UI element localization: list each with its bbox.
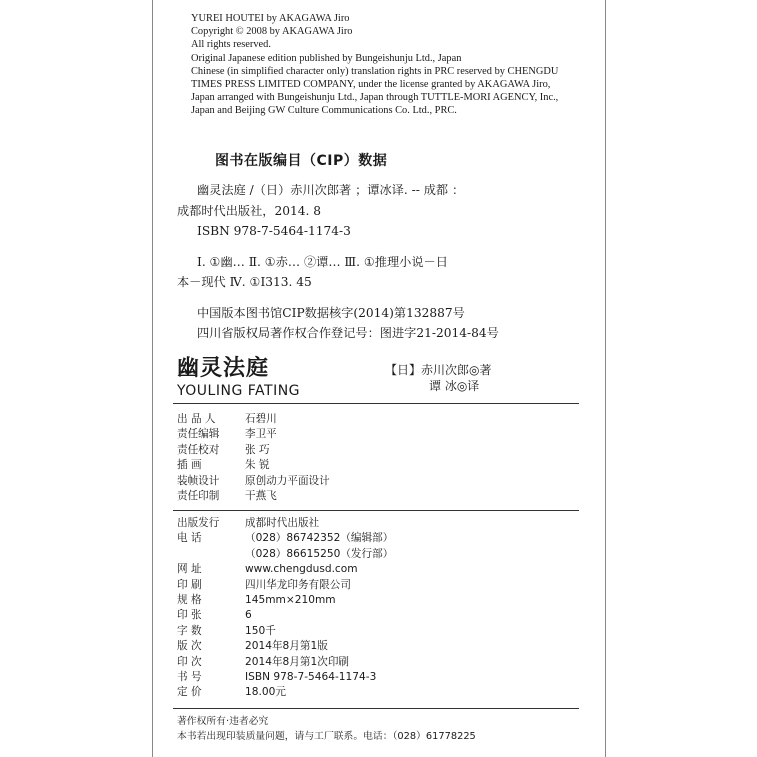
row-value: 干燕飞 — [245, 489, 277, 502]
copyright-registration: 四川省版权局著作权合作登记号：图进字21-2014-84号 — [197, 326, 499, 340]
row-value: 成都时代出版社 — [245, 517, 320, 529]
table-row — [177, 443, 330, 458]
copyright-line: YUREI HOUTEI by AKAGAWA Jiro — [191, 13, 350, 24]
cip-line: 成都时代出版社，2014. 8 — [177, 203, 322, 218]
row-value: ISBN 978-7-5464-1174-3 — [245, 670, 377, 683]
copyright-page — [152, 0, 606, 757]
table-row — [177, 458, 330, 473]
cip-line: ISBN 978-7-5464-1174-3 — [197, 224, 351, 238]
copyright-line: Japan arranged with Bungeishunju Ltd., Japan through TUTTLE-MORI AGENCY, Inc., — [191, 92, 559, 104]
cip-block — [177, 180, 597, 344]
copyright-line: Copyright © 2008 by AKAGAWA Jiro — [191, 26, 353, 38]
row-value: 2014年8月第1版 — [245, 640, 328, 653]
row-label: 印 刷 — [177, 578, 202, 591]
cip-number: 中国版本图书馆CIP数据核字(2014)第132887号 — [197, 305, 465, 320]
author-block — [385, 362, 491, 394]
row-label: 出版发行 — [177, 517, 220, 529]
cip-heading: 图书在版编目（CIP）数据 — [215, 153, 388, 169]
table-row — [177, 685, 393, 700]
row-value: 6 — [245, 609, 252, 622]
cip-line: Ⅰ. ①幽… Ⅱ. ①赤… ②谭… Ⅲ. ①推理小说－日 — [197, 254, 448, 269]
table-row — [177, 489, 330, 504]
cip-line: 幽灵法庭 /（日）赤川次郎著 ；谭冰译. -- 成都 ： — [197, 183, 465, 197]
row-value: 150千 — [245, 624, 276, 637]
copyright-line: All rights reserved. — [191, 39, 271, 51]
row-label: 印 张 — [177, 609, 202, 622]
table-row — [177, 639, 393, 654]
row-label: 装帧设计 — [177, 474, 220, 487]
row-label: 插 画 — [177, 459, 202, 472]
row-value: 四川华龙印务有限公司 — [245, 578, 351, 591]
table-row — [177, 578, 393, 593]
divider — [173, 403, 579, 404]
table-row — [177, 474, 330, 489]
table-row — [177, 608, 393, 623]
table-row — [177, 516, 393, 531]
cip-line: 本－现代 Ⅳ. ①I313. 45 — [177, 275, 312, 289]
table-row — [177, 547, 393, 562]
row-value: 2014年8月第1次印刷 — [245, 655, 350, 668]
row-label: 版 次 — [177, 640, 202, 653]
english-copyright-block — [191, 12, 601, 118]
row-value: 李卫平 — [245, 428, 277, 441]
publication-table — [177, 516, 393, 701]
row-label: 书 号 — [177, 670, 202, 683]
row-value: （028）86615250（发行部） — [245, 547, 394, 560]
row-value: 145mm×210mm — [245, 593, 336, 606]
row-value: 张 巧 — [245, 443, 270, 456]
table-row — [177, 593, 393, 608]
row-label: 规 格 — [177, 593, 202, 606]
row-label: 责任校对 — [177, 443, 220, 456]
row-label: 责任编辑 — [177, 428, 220, 441]
table-row — [177, 624, 393, 639]
table-row — [177, 562, 393, 577]
book-title-pinyin: YOULING FATING — [177, 383, 301, 399]
table-row — [177, 412, 330, 427]
table-row — [177, 427, 330, 442]
table-row — [177, 531, 393, 546]
row-label: 出 品 人 — [177, 413, 216, 425]
table-row — [177, 655, 393, 670]
book-title: 幽灵法庭 — [177, 356, 270, 381]
rights-reserved-line: 著作权所有·违者必究 — [177, 716, 269, 727]
translator-line: 谭 冰◎译 — [429, 379, 480, 393]
row-label: 网 址 — [177, 563, 202, 576]
row-label: 字 数 — [177, 624, 202, 637]
copyright-line: Original Japanese edition published by Bungeishunju Ltd., Japan — [191, 52, 462, 64]
divider — [173, 510, 579, 511]
copyright-line: Chinese (in simplified character only) translation rights in PRC reserved by CHENGDU — [191, 65, 559, 77]
legal-notice — [177, 714, 476, 744]
copyright-line: TIMES PRESS LIMITED COMPANY, under the license granted by AKAGAWA Jiro, — [191, 79, 551, 91]
row-label: 印 次 — [177, 655, 202, 668]
credits-table — [177, 412, 330, 504]
row-label: 责任印制 — [177, 489, 220, 502]
row-value: 石碧川 — [245, 413, 277, 425]
divider — [173, 708, 579, 709]
quality-contact-line: 本书若出现印装质量问题，请与工厂联系。电话：（028）61778225 — [177, 731, 476, 742]
copyright-line: Japan and Beijing GW Culture Communications Co. Ltd., PRC. — [191, 105, 457, 117]
row-label: 定 价 — [177, 686, 202, 699]
row-value: 朱 锐 — [245, 459, 270, 472]
row-value: www.chengdusd.com — [245, 563, 358, 576]
author-line: 【日】赤川次郎◎著 — [385, 363, 492, 377]
row-value: 18.00元 — [245, 686, 286, 699]
table-row — [177, 670, 393, 685]
row-value: 原创动力平面设计 — [245, 474, 330, 487]
row-label: 电 话 — [177, 532, 202, 545]
row-value: （028）86742352（编辑部） — [245, 532, 394, 545]
